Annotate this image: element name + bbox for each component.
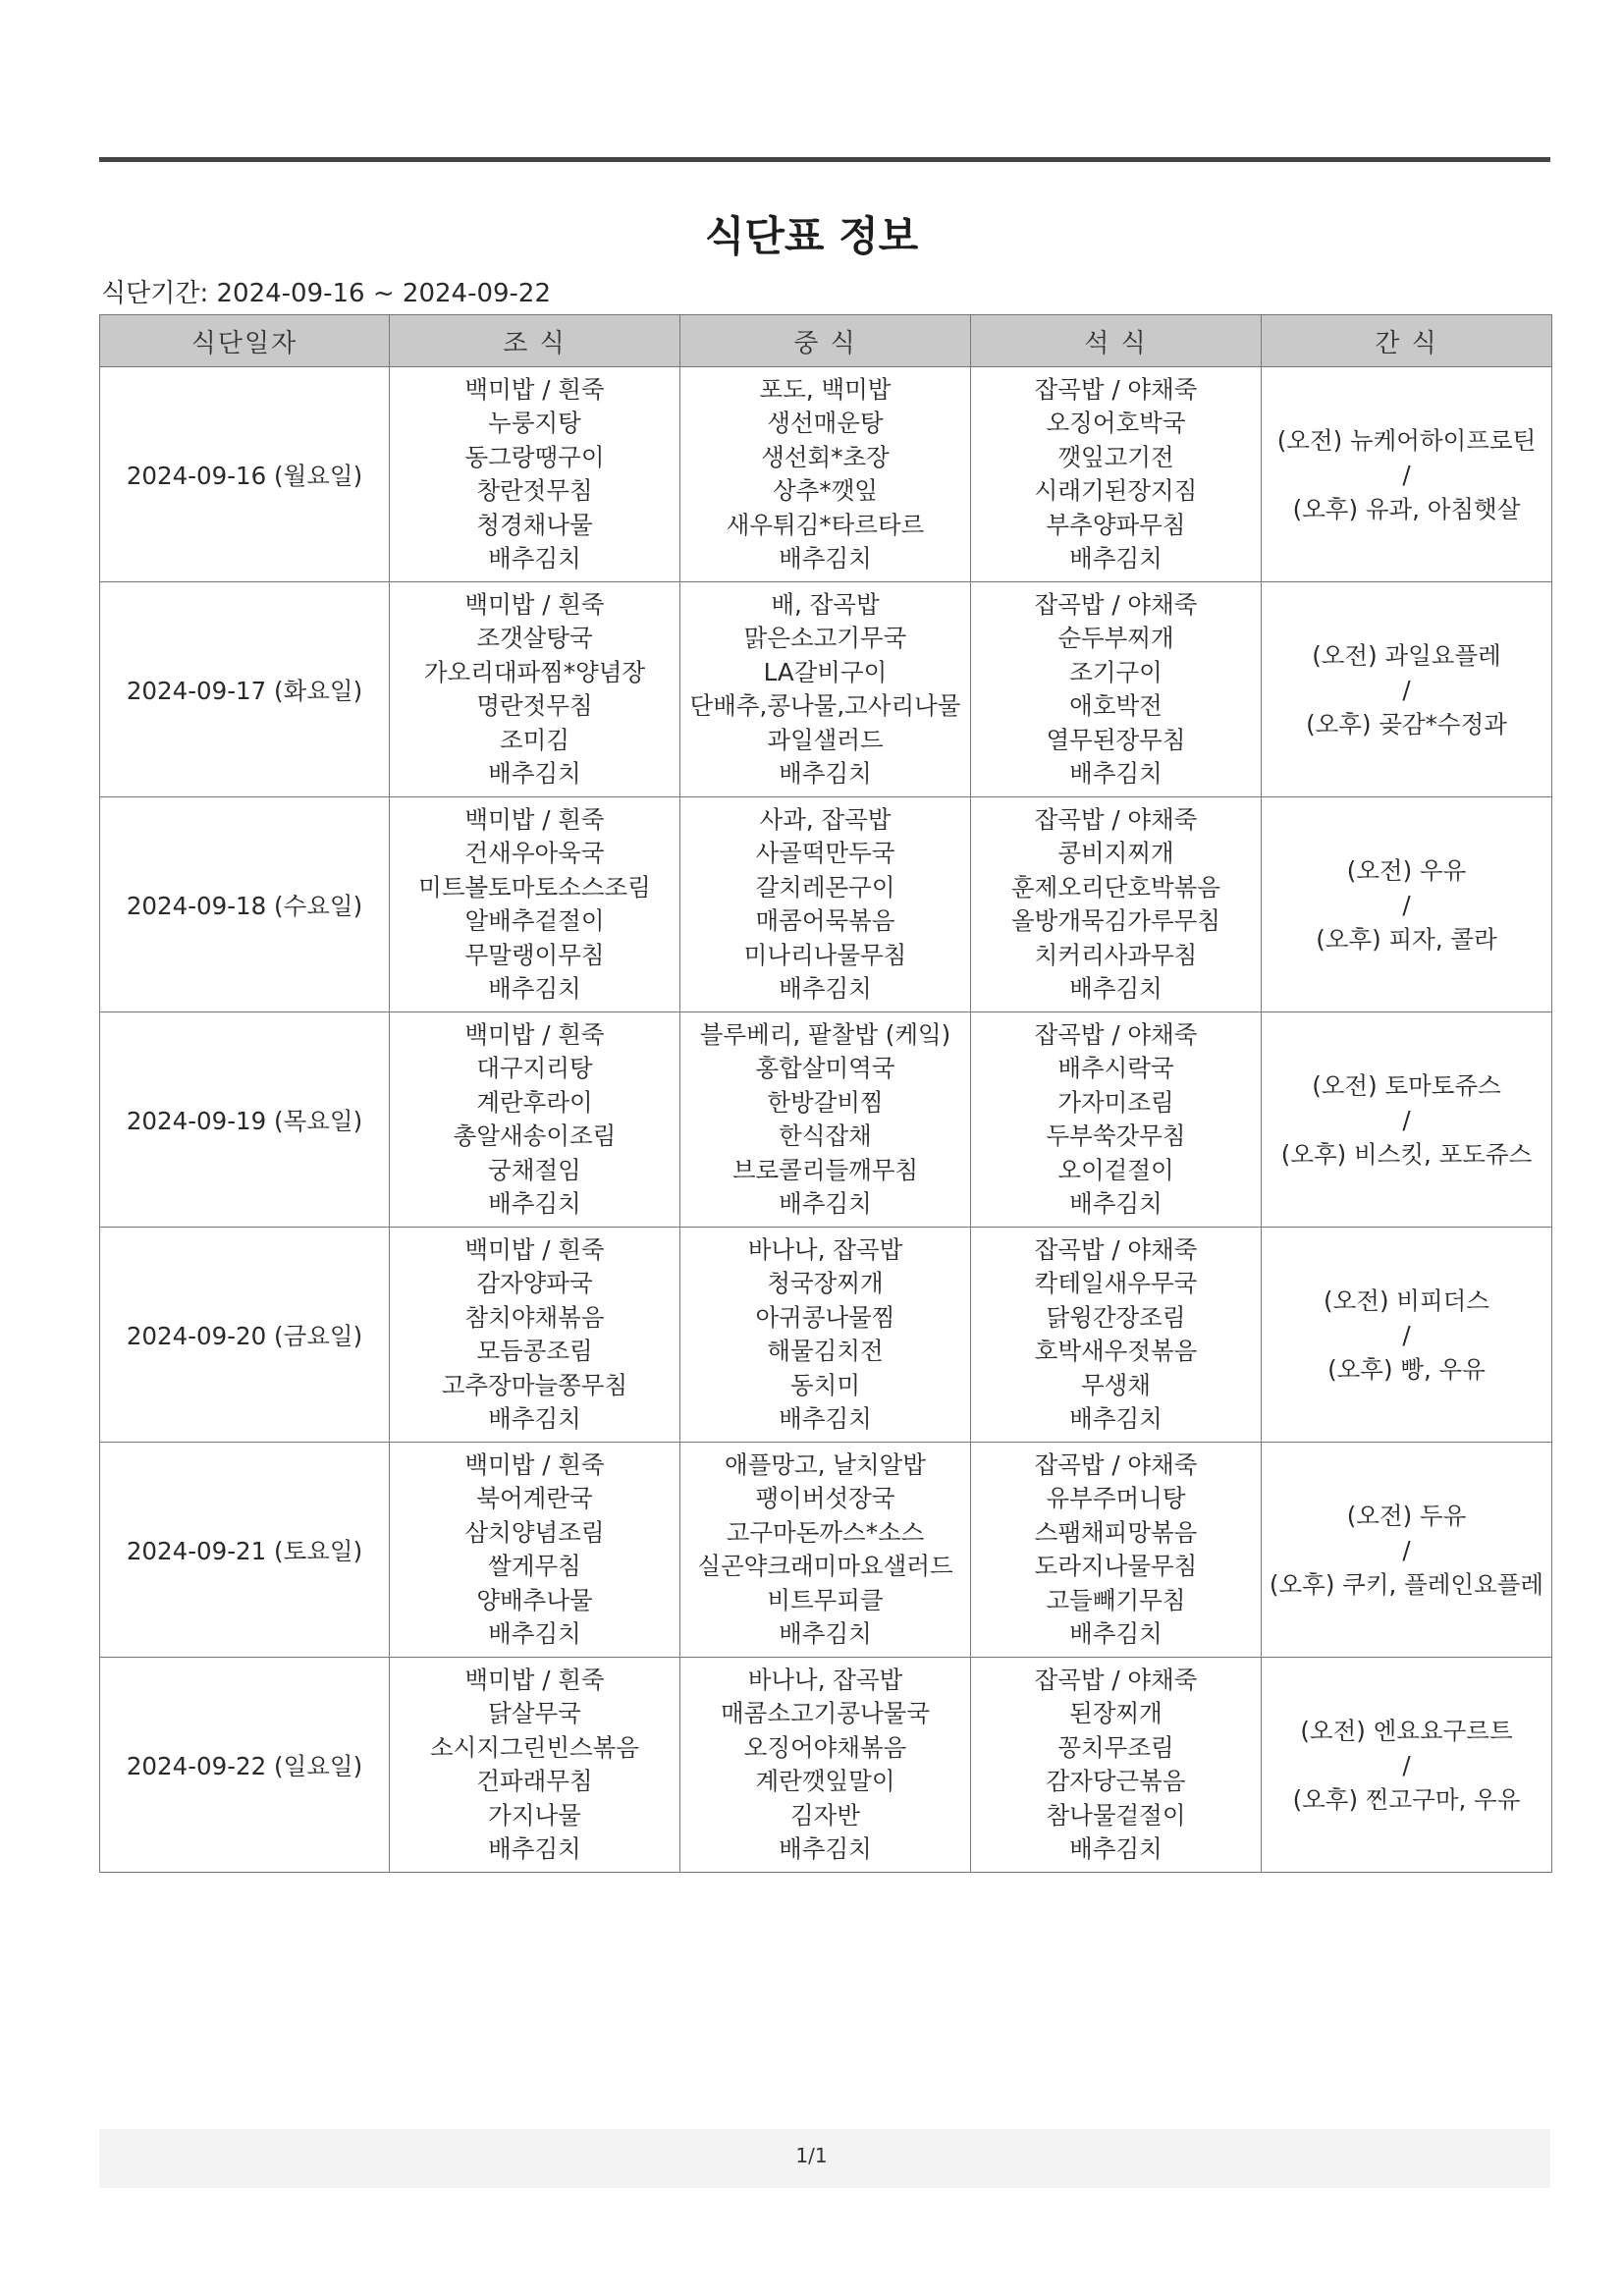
lunch-cell xyxy=(680,367,971,582)
menu-item: 삼치양념조림 xyxy=(464,1517,605,1547)
menu-item: 조미김 xyxy=(499,725,569,754)
table-row xyxy=(100,367,1552,582)
menu-item: 유부주머니탕 xyxy=(1046,1484,1186,1512)
menu-item: 소시지그린빈스볶음 xyxy=(429,1732,639,1762)
menu-item: 모듬콩조림 xyxy=(476,1337,593,1365)
snack-separator: / xyxy=(1402,460,1411,489)
menu-item: 배추김치 xyxy=(488,1189,581,1218)
menu-item: 누룽지탕 xyxy=(488,409,581,437)
lunch-cell xyxy=(680,582,971,797)
menu-item: 배추김치 xyxy=(488,1834,581,1863)
snack-item: (오후) 비스킷, 포도쥬스 xyxy=(1280,1139,1533,1169)
menu-item: 오징어호박국 xyxy=(1046,409,1186,437)
dinner-cell xyxy=(971,797,1262,1012)
menu-item: 계란깻잎말이 xyxy=(755,1767,895,1795)
menu-item: 궁채절임 xyxy=(488,1155,581,1184)
menu-item: 잡곡밥 / 야채죽 xyxy=(1034,1665,1198,1694)
lunch-cell xyxy=(680,1658,971,1873)
menu-item: 계란후라이 xyxy=(476,1087,593,1117)
snack-separator: / xyxy=(1402,1750,1411,1779)
breakfast-cell xyxy=(390,1012,680,1228)
menu-item: 훈제오리단호박볶음 xyxy=(1010,872,1220,902)
dinner-cell xyxy=(971,1443,1262,1658)
menu-item: 사골떡만두국 xyxy=(755,839,895,867)
menu-item: LA갈비구이 xyxy=(763,657,888,686)
snack-item: (오전) 토마토쥬스 xyxy=(1312,1070,1501,1100)
menu-item: 된장찌개 xyxy=(1069,1699,1163,1727)
menu-item: 호박새우젓볶음 xyxy=(1034,1337,1198,1365)
menu-item: 청국장찌개 xyxy=(767,1269,884,1297)
table-row xyxy=(100,1228,1552,1443)
breakfast-cell xyxy=(390,1228,680,1443)
menu-item: 무말랭이무침 xyxy=(464,940,605,969)
snack-item: (오후) 찐고구마, 우유 xyxy=(1292,1784,1521,1814)
table-row xyxy=(100,582,1552,797)
header-snack: 간 식 xyxy=(1262,315,1552,367)
menu-item: 해물김치전 xyxy=(767,1337,884,1365)
menu-item: 비트무피클 xyxy=(767,1585,884,1614)
menu-item: 깻잎고기전 xyxy=(1057,442,1174,471)
snack-cell xyxy=(1262,797,1552,1012)
header-breakfast: 조 식 xyxy=(390,315,680,367)
date-cell: 2024-09-17 (화요일) xyxy=(100,582,390,797)
dinner-cell xyxy=(971,1228,1262,1443)
menu-item: 백미밥 / 흰죽 xyxy=(464,589,605,619)
snack-cell xyxy=(1262,582,1552,797)
menu-item: 배추김치 xyxy=(1069,1834,1163,1863)
snack-separator: / xyxy=(1402,675,1411,704)
menu-item: 브로콜리들깨무침 xyxy=(731,1155,919,1184)
menu-item: 도라지나물무침 xyxy=(1034,1552,1198,1580)
menu-item: 청경채나물 xyxy=(476,510,593,539)
snack-cell xyxy=(1262,1012,1552,1228)
menu-item: 김자반 xyxy=(789,1800,860,1830)
header-dinner: 석 식 xyxy=(971,315,1262,367)
snack-cell xyxy=(1262,1228,1552,1443)
menu-item: 무생채 xyxy=(1080,1370,1151,1399)
menu-item: 건파래무침 xyxy=(476,1767,593,1795)
menu-item: 배추김치 xyxy=(779,974,872,1003)
menu-item: 고들빼기무침 xyxy=(1046,1585,1186,1614)
menu-item: 조기구이 xyxy=(1069,657,1163,686)
date-cell: 2024-09-20 (금요일) xyxy=(100,1228,390,1443)
menu-item: 블루베리, 팥찰밥 (케잌) xyxy=(699,1019,951,1049)
menu-item: 애플망고, 날치알밥 xyxy=(725,1449,926,1479)
menu-item: 단배추,콩나물,고사리나물 xyxy=(689,691,961,720)
menu-item: 새우튀김*타르타르 xyxy=(726,510,925,539)
menu-item: 실곤약크래미마요샐러드 xyxy=(697,1552,953,1580)
table-row xyxy=(100,1658,1552,1873)
menu-item: 양배추나물 xyxy=(476,1585,593,1614)
lunch-cell xyxy=(680,1228,971,1443)
menu-item: 맑은소고기무국 xyxy=(743,624,907,652)
menu-item: 매콤소고기콩나물국 xyxy=(720,1699,930,1727)
dinner-cell xyxy=(971,1012,1262,1228)
menu-item: 대구지리탕 xyxy=(476,1054,593,1082)
snack-item: (오전) 두유 xyxy=(1346,1501,1467,1530)
menu-item: 잡곡밥 / 야채죽 xyxy=(1034,1234,1198,1264)
snack-separator: / xyxy=(1402,1320,1411,1349)
menu-item: 오이겉절이 xyxy=(1057,1155,1174,1184)
menu-item: 사과, 잡곡밥 xyxy=(759,804,892,834)
menu-item: 홍합살미역국 xyxy=(755,1054,895,1082)
snack-item: (오후) 빵, 우유 xyxy=(1327,1354,1486,1384)
menu-item: 참치야채볶음 xyxy=(464,1302,605,1332)
menu-item: 배추김치 xyxy=(1069,1404,1163,1433)
header-lunch: 중 식 xyxy=(680,315,971,367)
menu-item: 고구마돈까스*소스 xyxy=(726,1517,925,1547)
snack-separator: / xyxy=(1402,1535,1411,1564)
meal-period: 식단기간: 2024-09-16 ~ 2024-09-22 xyxy=(101,279,552,308)
menu-item: 팽이버섯장국 xyxy=(755,1484,895,1512)
snack-item: (오전) 과일요플레 xyxy=(1312,640,1501,670)
snack-item: (오후) 피자, 콜라 xyxy=(1316,924,1497,954)
menu-item: 가오리대파찜*양념장 xyxy=(423,657,646,686)
menu-item: 백미밥 / 흰죽 xyxy=(464,804,605,834)
breakfast-cell xyxy=(390,797,680,1012)
menu-item: 잡곡밥 / 야채죽 xyxy=(1034,1449,1198,1479)
menu-item: 매콤어묵볶음 xyxy=(755,906,895,935)
menu-item: 열무된장무침 xyxy=(1046,725,1186,754)
menu-item: 감자당근볶음 xyxy=(1046,1767,1186,1795)
menu-item: 칵테일새우무국 xyxy=(1034,1269,1198,1297)
menu-item: 배추김치 xyxy=(779,1404,872,1433)
menu-item: 상추*깻잎 xyxy=(773,476,878,505)
breakfast-cell xyxy=(390,1658,680,1873)
menu-item: 닭살무국 xyxy=(488,1699,581,1727)
snack-cell xyxy=(1262,1658,1552,1873)
meal-table xyxy=(99,314,1552,1873)
breakfast-cell xyxy=(390,367,680,582)
menu-item: 두부쑥갓무침 xyxy=(1046,1121,1186,1150)
menu-item: 배추김치 xyxy=(779,544,872,573)
snack-separator: / xyxy=(1402,1105,1411,1134)
menu-item: 한방갈비찜 xyxy=(767,1087,884,1117)
menu-item: 조갯살탕국 xyxy=(476,624,593,652)
menu-item: 백미밥 / 흰죽 xyxy=(464,374,605,404)
menu-item: 순두부찌개 xyxy=(1057,624,1174,652)
menu-item: 알배추겉절이 xyxy=(464,906,605,935)
menu-item: 백미밥 / 흰죽 xyxy=(464,1019,605,1049)
menu-item: 한식잡채 xyxy=(779,1121,872,1150)
dinner-cell xyxy=(971,582,1262,797)
lunch-cell xyxy=(680,797,971,1012)
menu-item: 배추김치 xyxy=(1069,759,1163,788)
menu-item: 잡곡밥 / 야채죽 xyxy=(1034,589,1198,619)
menu-item: 생선매운탕 xyxy=(767,409,884,437)
menu-item: 고추장마늘쫑무침 xyxy=(441,1370,628,1399)
menu-item: 아귀콩나물찜 xyxy=(755,1302,895,1332)
snack-item: (오전) 뉴케어하이프로틴 xyxy=(1276,425,1537,455)
menu-item: 배추김치 xyxy=(488,544,581,573)
table-row xyxy=(100,1012,1552,1228)
header-row xyxy=(100,315,1552,367)
menu-item: 배추김치 xyxy=(779,1834,872,1863)
menu-item: 콩비지찌개 xyxy=(1057,839,1174,867)
menu-item: 잡곡밥 / 야채죽 xyxy=(1034,804,1198,834)
page-number: 1/1 xyxy=(795,2144,828,2167)
snack-item: (오후) 곶감*수정과 xyxy=(1306,709,1507,738)
snack-item: (오전) 엔요요구르트 xyxy=(1300,1716,1513,1745)
menu-item: 미트볼토마토소스조림 xyxy=(418,872,651,902)
menu-item: 오징어야채볶음 xyxy=(743,1732,907,1762)
dinner-cell xyxy=(971,367,1262,582)
menu-item: 바나나, 잡곡밥 xyxy=(747,1665,903,1694)
menu-item: 참나물겉절이 xyxy=(1046,1800,1186,1830)
menu-item: 닭윙간장조림 xyxy=(1046,1302,1186,1332)
menu-item: 총알새송이조림 xyxy=(453,1121,617,1150)
menu-item: 가자미조림 xyxy=(1057,1087,1174,1117)
menu-item: 생선회*초장 xyxy=(761,442,890,471)
menu-item: 동치미 xyxy=(789,1370,860,1399)
menu-item: 바나나, 잡곡밥 xyxy=(747,1234,903,1264)
menu-item: 꽁치무조림 xyxy=(1057,1732,1174,1762)
menu-item: 과일샐러드 xyxy=(767,725,884,754)
menu-item: 감자양파국 xyxy=(476,1269,593,1297)
menu-item: 명란젓무침 xyxy=(476,691,593,720)
menu-item: 배추김치 xyxy=(779,1619,872,1648)
menu-item: 배추김치 xyxy=(488,759,581,788)
header-date: 식단일자 xyxy=(100,315,390,367)
date-cell: 2024-09-22 (일요일) xyxy=(100,1658,390,1873)
table-row xyxy=(100,797,1552,1012)
menu-item: 북어계란국 xyxy=(476,1484,593,1512)
snack-item: (오전) 비피더스 xyxy=(1324,1285,1489,1315)
top-rule xyxy=(99,157,1550,162)
menu-item: 배추김치 xyxy=(488,974,581,1003)
menu-item: 잡곡밥 / 야채죽 xyxy=(1034,1019,1198,1049)
menu-item: 시래기된장지짐 xyxy=(1034,476,1198,505)
menu-item: 백미밥 / 흰죽 xyxy=(464,1665,605,1694)
date-cell: 2024-09-19 (목요일) xyxy=(100,1012,390,1228)
menu-item: 미나리나물무침 xyxy=(743,940,907,969)
snack-cell xyxy=(1262,1443,1552,1658)
menu-item: 동그랑땡구이 xyxy=(464,442,605,471)
menu-item: 배추김치 xyxy=(1069,974,1163,1003)
menu-item: 배추김치 xyxy=(1069,544,1163,573)
menu-item: 배, 잡곡밥 xyxy=(771,589,880,619)
menu-item: 스팸채피망볶음 xyxy=(1034,1517,1198,1547)
menu-item: 쌀게무침 xyxy=(488,1552,581,1580)
snack-item: (오전) 우유 xyxy=(1346,855,1467,885)
menu-item: 배추김치 xyxy=(1069,1619,1163,1648)
menu-item: 포도, 백미밥 xyxy=(759,374,892,404)
menu-item: 배추김치 xyxy=(488,1619,581,1648)
snack-separator: / xyxy=(1402,890,1411,919)
menu-item: 갈치레몬구이 xyxy=(755,872,895,902)
date-cell: 2024-09-21 (토요일) xyxy=(100,1443,390,1658)
menu-item: 배추김치 xyxy=(488,1404,581,1433)
date-cell: 2024-09-16 (월요일) xyxy=(100,367,390,582)
meal-table-body xyxy=(100,367,1552,1873)
menu-item: 가지나물 xyxy=(488,1800,581,1830)
menu-item: 배추김치 xyxy=(1069,1189,1163,1218)
menu-item: 창란젓무침 xyxy=(476,476,593,505)
menu-item: 배추시락국 xyxy=(1057,1054,1174,1082)
menu-item: 백미밥 / 흰죽 xyxy=(464,1449,605,1479)
lunch-cell xyxy=(680,1012,971,1228)
menu-item: 건새우아욱국 xyxy=(464,839,605,867)
lunch-cell xyxy=(680,1443,971,1658)
menu-item: 잡곡밥 / 야채죽 xyxy=(1034,374,1198,404)
menu-item: 백미밥 / 흰죽 xyxy=(464,1234,605,1264)
breakfast-cell xyxy=(390,582,680,797)
menu-item: 배추김치 xyxy=(779,759,872,788)
snack-item: (오후) 유과, 아침햇살 xyxy=(1292,494,1521,523)
page-title: 식단표 정보 xyxy=(704,212,919,260)
date-cell: 2024-09-18 (수요일) xyxy=(100,797,390,1012)
breakfast-cell xyxy=(390,1443,680,1658)
menu-item: 치커리사과무침 xyxy=(1034,940,1198,969)
menu-item: 올방개묵김가루무침 xyxy=(1010,906,1220,935)
table-row xyxy=(100,1443,1552,1658)
dinner-cell xyxy=(971,1658,1262,1873)
menu-item: 배추김치 xyxy=(779,1189,872,1218)
snack-cell xyxy=(1262,367,1552,582)
menu-item: 애호박전 xyxy=(1069,691,1163,720)
snack-item: (오후) 쿠키, 플레인요플레 xyxy=(1269,1569,1544,1599)
menu-item: 부추양파무침 xyxy=(1046,510,1186,539)
